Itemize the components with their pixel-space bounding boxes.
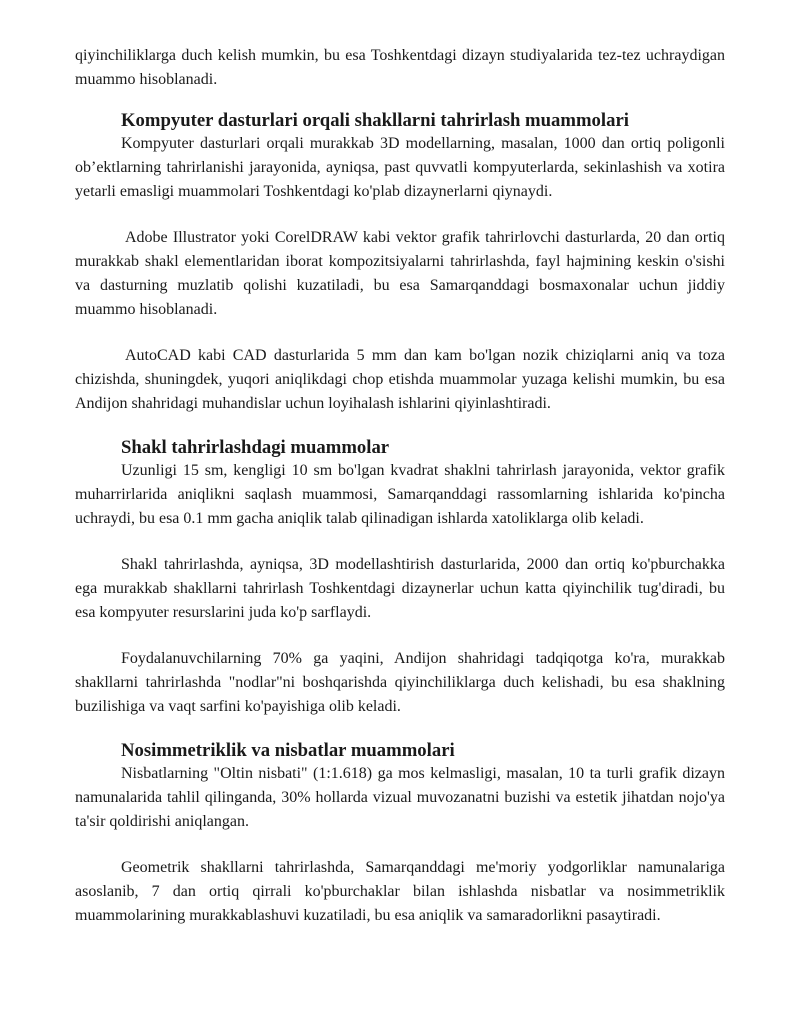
paragraph-square-precision: Uzunligi 15 sm, kengligi 10 sm bo'lgan kvadrat shaklni tahrirlash jarayonida, vektor grafik muharrirlarida aniqlikni saqlash muammosi, Samarqanddagi rassomlarning ishlarida ko'pincha uchraydi, bu esa 0.1 mm gacha aniqlik talab qilinadigan ishlarda xatoliklarga olib keladi. [75, 462, 725, 527]
section-heading-software-editing: Kompyuter dasturlari orqali shakllarni tahrirlash muammolari [121, 110, 629, 131]
paragraph-node-handling: Foydalanuvchilarning 70% ga yaqini, Andijon shahridagi tadqiqotga ko'ra, murakkab shakllarni tahrirlashda "nodlar"ni boshqarishda qiyinchiliklarga duch kelishadi, bu esa shaklning buzilishiga va vaqt sarfini ko'payishiga olib keladi. [75, 650, 725, 715]
intro-paragraph: qiyinchiliklarga duch kelish mumkin, bu esa Toshkentdagi dizayn studiyalarida tez-tez uchraydigan muammo hisoblanadi. [75, 47, 725, 88]
document-page [75, 44, 725, 928]
section-heading-shape-editing: Shakl tahrirlashdagi muammolar [121, 437, 390, 458]
paragraph-cad-software: AutoCAD kabi CAD dasturlarida 5 mm dan kam bo'lgan nozik chiziqlarni aniq va toza chizishda, shuningdek, yuqori aniqlikdagi chop etishda muammolar yuzaga kelishi mumkin, bu esa Andijon shahridagi muhandislar uchun loyihalash ishlarini qiyinlashtiradi. [75, 347, 725, 412]
paragraph-vector-editors: Adobe Illustrator yoki CorelDRAW kabi vektor grafik tahrirlovchi dasturlarda, 20 dan ortiq murakkab shakl elementlaridan iborat kompozitsiyalarni tahrirlashda, fayl hajmining keskin o'sishi va dasturning muzlatib qolishi kuzatiladi, bu esa Samarqanddagi bosmaxonalar uchun jiddiy muammo hisoblanadi. [75, 229, 725, 318]
paragraph-polygon-modeling: Shakl tahrirlashda, ayniqsa, 3D modellashtirish dasturlarida, 2000 dan ortiq ko'pburchakka ega murakkab shakllarni tahrirlash Toshkentdagi dizaynerlar uchun katta qiyinchilik tug'diradi, bu esa kompyuter resurslarini juda ko'p sarflaydi. [75, 556, 725, 621]
section-heading-symmetry-proportion: Nosimmetriklik va nisbatlar muammolari [121, 740, 455, 761]
paragraph-golden-ratio: Nisbatlarning "Oltin nisbati" (1:1.618) ga mos kelmasligi, masalan, 10 ta turli grafik dizayn namunalarida tahlil qilinganda, 30% hollarda vizual muvozanatni buzishi va estetik jihatdan nojo'ya ta'sir qoldirishi aniqlangan. [75, 765, 725, 830]
paragraph-geometric-shapes: Geometrik shakllarni tahrirlashda, Samarqanddagi me'moriy yodgorliklar namunalariga asoslanib, 7 dan ortiq qirrali ko'pburchaklar bilan ishlashda nisbatlar va nosimmetriklik muammolarining murakkablashuvi kuzatiladi, bu esa aniqlik va samaradorlikni pasaytiradi. [75, 859, 725, 924]
paragraph-3d-models: Kompyuter dasturlari orqali murakkab 3D modellarning, masalan, 1000 dan ortiq poligonli ob’ektlarning tahrirlanishi jarayonida, ayniqsa, past quvvatli kompyuterlarda, sekinlashish va xotira yetarli emasligi muammolari Toshkentdagi ko'plab dizaynerlarni qiynaydi. [75, 135, 725, 200]
